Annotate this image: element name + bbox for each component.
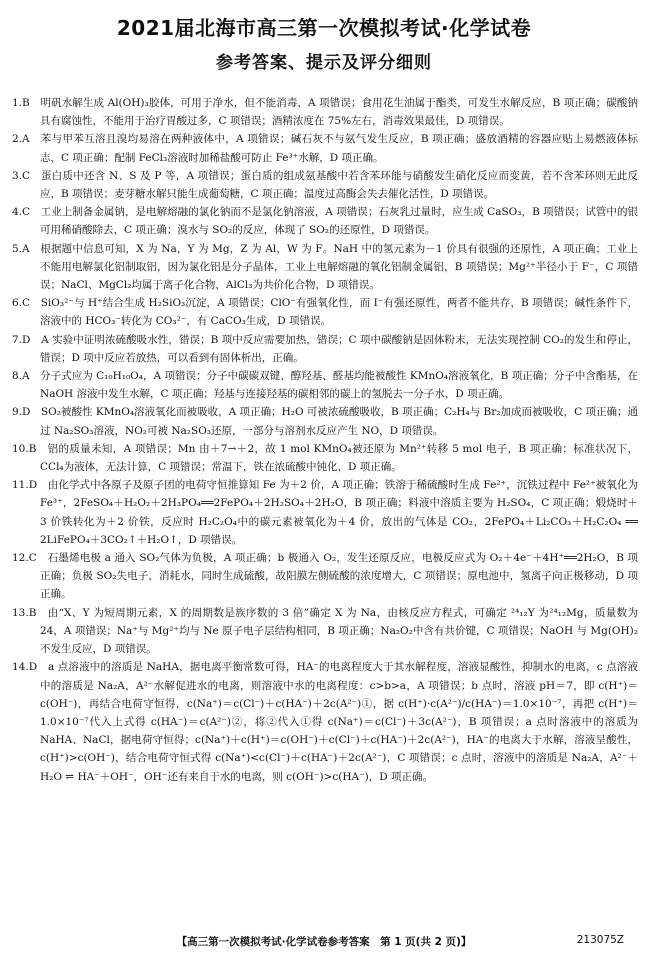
answer-item-8: 8.A 分子式应为 C₁₀H₁₀O₄，A 项错误；分子中碳碳双键、醇羟基、醛基均能被酸性 KMnO₄溶液氧化，B 项正确；分子中含酯基，在 NaOH 溶液中发生水解，C 项正确；羟基与连接羟基的碳相邻的碳上的氢脱去一分子水，D 项正确。 xyxy=(12,370,638,401)
answer-item-13: 13.B 由“X、Y 为短周期元素，X 的周期数是族序数的 3 倍”确定 X 为 Na，由核反应方程式，可确定 ²⁴₁₂Y 为²⁴₁₂Mg，质量数为 24，A 项错误；Na⁺与 Mg²⁺均与 Ne 原子电子层结构相同，B 项正确；Na₂O₂中含有共价键，C 项错误；NaOH 与 Mg(OH)₂不发生反应，D 项错误。 xyxy=(12,606,638,656)
answer-item-6: 6.C SiO₃²⁻与 H⁺结合生成 H₂SiO₃沉淀，A 项错误；ClO⁻有强氧化性，而 I⁻有强还原性，两者不能共存，B 项错误；碱性条件下，溶液中的 HCO₃⁻转化为 CO₃²⁻，有 CaCO₃生成，D 项错误。 xyxy=(12,297,638,328)
answer-item-3: 3.C 蛋白质中还含 N、S 及 P 等，A 项错误；蛋白质的组成氨基酸中若含苯环能与硝酸发生硝化反应而变黄，若不含苯环则无此反应，B 项错误；麦芽糖水解只能生成葡萄糖，C 项正确；温度过高酶会失去催化活性，D 项错误。 xyxy=(12,169,638,201)
answer-item-14: 14.D a 点溶液中的溶质是 NaHA，据电离平衡常数可得，HA⁻的电离程度大于其水解程度，溶液显酸性，抑制水的电离，c 点溶液中的溶质是 Na₂A，A²⁻水解促进水的电离，则溶液中水的电离程度：c>b>a，A 项错误；b 点时，溶液 pH＝7，即 c(H⁺)＝c(OH⁻)，再结合电荷守恒得，c(Na⁺)＝c(Cl⁻)＋c(HA⁻)＋2c(A²⁻)①，据 c(H⁺)·c(A²⁻)/c(HA⁻)＝1.0×10⁻⁷，再把 c(H⁺)＝1.0×10⁻⁷代入上式得 c(HA⁻)＝c(A²⁻)②，将②代入①得 c(Na⁺)＝c(Cl⁻)＋3c(A²⁻)，B 项错误；a 点时溶液中的溶质为 NaHA、NaCl，据电荷守恒得；c(Na⁺)＋c(H⁺)＝c(OH⁻)＋c(Cl⁻)＋c(HA⁻)＋2c(A²⁻)，HA⁻的电离大于水解，溶液呈酸性，c(H⁺)>c(OH⁻)，结合电荷守恒式得 c(Na⁺)<c(Cl⁻)＋c(HA⁻)＋2c(A²⁻)，C 项错误；c 点时，溶液中的溶质是 Na₂A，A²⁻＋H₂O ⇌ HA⁻＋OH⁻，OH⁻还有来自于水的电离，则 c(OH⁻)>c(HA⁻)，D 项正确。 xyxy=(12,661,638,783)
footer-doc-code: 213075Z xyxy=(576,934,624,946)
document-title: 2021届北海市高三第一次模拟考试·化学试卷 xyxy=(116,16,532,40)
answer-item-9: 9.D SO₂被酸性 KMnO₄溶液氧化而被吸收，A 项正确；H₂O 可被浓硫酸吸收，B 项正确；C₂H₄与 Br₂加成而被吸收，C 项正确；通过 Na₂SO₃溶液，NO₂可被 Na₂SO₃还原，一部分与溶剂水反应产生 NO，D 项错误。 xyxy=(12,406,638,437)
footer-page-info: 【高三第一次模拟考试·化学试卷参考答案 第 1 页(共 2 页)】 xyxy=(176,936,472,948)
document-subtitle: 参考答案、提示及评分细则 xyxy=(216,53,432,73)
answer-item-1: 1.B 明矾水解生成 Al(OH)₃胶体，可用于净水，但不能消毒，A 项错误；食用花生油属于酯类，可发生水解反应，B 项正确；碳酸钠具有腐蚀性，不能用于治疗胃酸过多，C 项错误；酒精浓度在 75%左右，消毒效果最佳，D 项错误。 xyxy=(12,97,638,128)
answer-item-4: 4.C 工业上制备金属钠，是电解熔融的氯化钠而不是氯化钠溶液，A 项错误；石灰乳过量时，应生成 CaSO₃，B 项错误；试管中的银可用稀硝酸除去，C 项正确；溴水与 SO₂的反应，体现了 SO₂的还原性，D 项错误。 xyxy=(12,206,638,237)
answer-list xyxy=(12,94,638,926)
answer-item-2: 2.A 苯与甲苯互溶且溴均易溶在两种液体中，A 项错误；碱石灰不与氨气发生反应，B 项正确；盛放酒精的容器应贴上易燃液体标志，C 项正确；配制 FeCl₃溶液时加稀盐酸可防止 Fe³⁺水解，D 项正确。 xyxy=(12,133,638,164)
answer-item-10: 10.B 铝的质量未知，A 项错误；Mn 由＋7→＋2，故 1 mol KMnO₄被还原为 Mn²⁺转移 5 mol 电子，B 项正确；标准状况下，CCl₄为液体，无法计算，C 项错误；常温下，铁在浓硫酸中钝化，D 项正确。 xyxy=(12,442,638,474)
page-footer xyxy=(0,934,648,954)
answer-item-7: 7.D A 实验中证明浓硫酸吸水性，错误；B 项中反应需要加热，错误；C 项中碳酸钠是固体粉末，无法实现控制 CO₂的发生和停止，错误；D 项中反应若放热，可以看到有固体析出，正确。 xyxy=(12,333,638,364)
answer-item-12: 12.C 石墨烯电极 a 通入 SO₂气体为负极，A 项正确；b 极通入 O₂，发生还原反应，电极反应式为 O₂＋4e⁻＋4H⁺══2H₂O，B 项正确；负极 SO₂失电子，消耗水，同时生成硫酸，故阳膜左侧硫酸的浓度增大，C 项错误；原电池中，氢离子向正极移动，D 项正确。 xyxy=(12,552,638,601)
answer-item-5: 5.A 根据题中信息可知，X 为 Na，Y 为 Mg，Z 为 Al，W 为 F。NaH 中的氢元素为－1 价具有很强的还原性，A 项正确；工业上不能用电解氯化铝制取铝，因为氯化铝是分子晶体，工业上电解熔融的氧化铝制金属铝，B 项错误；Mg²⁺半径小于 F⁻，C 项错误；NaCl、MgCl₂均属于离子化合物，AlCl₃为共价化合物，D 项错误。 xyxy=(12,242,638,292)
answer-item-11: 11.D 由化学式中各原子及原子团的电荷守恒推算知 Fe 为＋2 价，A 项正确；铁溶于稀硫酸时生成 Fe²⁺，沉铁过程中 Fe²⁺被氧化为 Fe³⁺，2FeSO₄＋H₂O₂＋2H₃PO₄══2FePO₄＋2H₂SO₄＋2H₂O，B 项正确；料液中溶质主要为 H₂SO₄，C 项正确；煅烧时＋3 价铁转化为＋2 价铁，反应时 H₂C₂O₄中的碳元素被氧化为＋4 价，放出的气体是 CO₂，2FePO₄＋Li₂CO₃＋H₂C₂O₄ ══ 2LiFePO₄＋3CO₂↑＋H₂O↑，D 项错误。 xyxy=(12,479,638,546)
